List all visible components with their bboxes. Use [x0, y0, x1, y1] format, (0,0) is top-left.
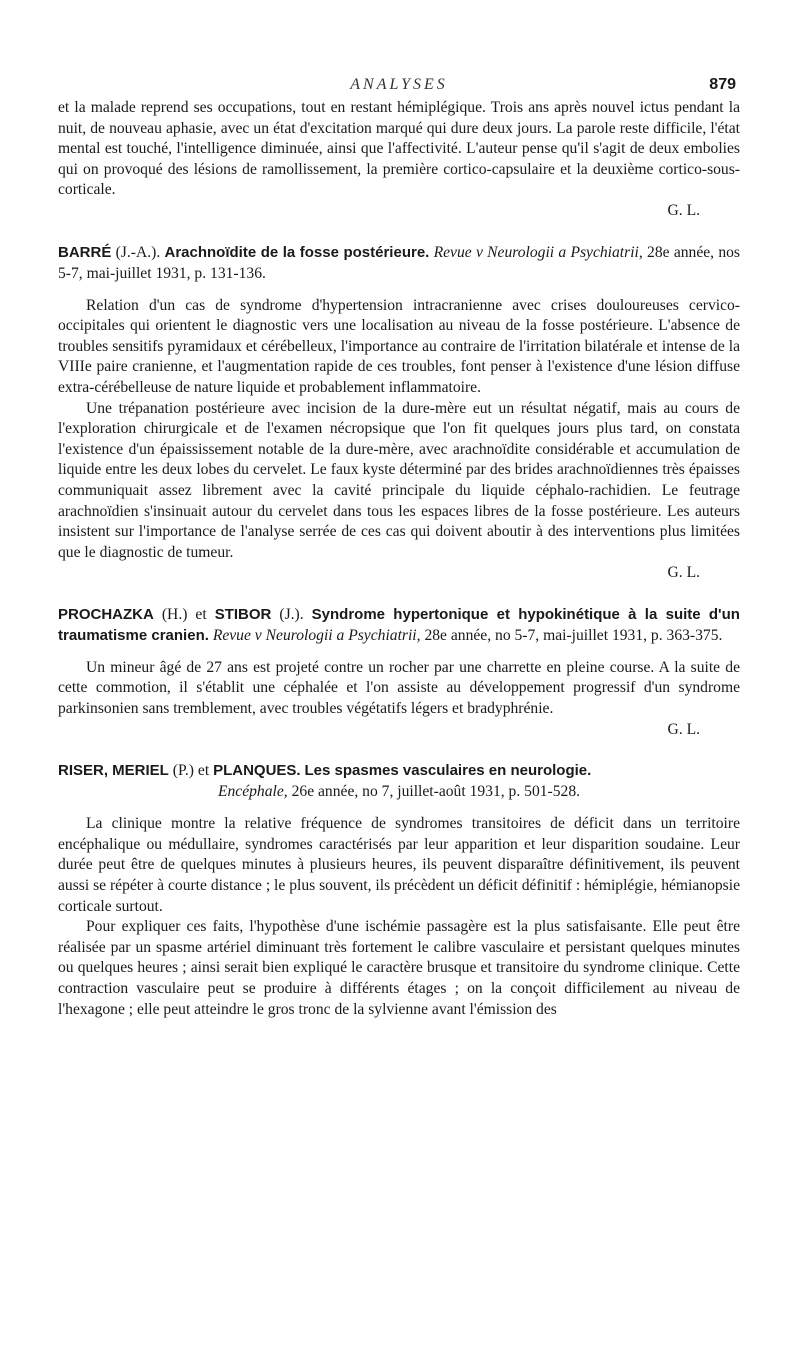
citation-reference: 28e année, nos 5-7, mai-juillet 1931, p. 131-136.: [58, 243, 740, 282]
journal-name: Encéphale,: [217, 783, 288, 801]
article-title: Syndrome hypertonique et hypokinétique à la suite d'un traumatisme cranien.: [58, 605, 740, 644]
journal-name: Revue v Neurologii a Psychiatrii,: [212, 626, 421, 644]
running-title: ANALYSES: [350, 76, 448, 93]
author-name: PLANQUES.: [213, 762, 301, 780]
page-header: [58, 72, 740, 98]
author-name: PROCHAZKA: [58, 605, 154, 623]
article-title: Arachnoïdite de la fosse postérieure.: [164, 243, 430, 261]
review-entry-prochazka: [58, 604, 740, 740]
review-entry-barre: [58, 242, 740, 584]
review-entry-riser: [58, 760, 740, 1020]
signature: G. L.: [667, 564, 700, 582]
citation-line: [58, 781, 740, 802]
review-paragraph: La clinique montre la relative fréquence de syndromes transitoires de déficit dans un territoire encéphalique ou médullaire, syndromes caractérisés par leur apparition et leur disparition soudaine. Leur durée peut être de quelques minutes à plusieurs heures, ils peuvent disparaître définitivement, ils peuvent aussi se répéter à courte distance ; le plus souvent, ils précèdent un déficit définitif : hémiplégie, hémianopsie corticale surtout.: [58, 815, 741, 915]
author-initials: (J.-A.).: [115, 243, 161, 261]
intro-paragraph: et la malade reprend ses occupations, tout en restant hémiplégique. Trois ans après nouvel ictus pendant la nuit, de nouveau aphasie, avec un état d'excitation marqué qui dure deux jours. La parole reste difficile, l'état mental est touché, l'intelligence diminuée, ainsi que l'affectivité. L'auteur pense qu'il s'agit de deux embolies qui on provoqué des lésions de ramollissement, la première cortico-capsulaire et la deuxième cortico-sous-corticale.: [58, 99, 740, 199]
review-paragraph: Un mineur âgé de 27 ans est projeté contre un rocher par une charrette en pleine course. A la suite de cette commotion, il s'établit une céphalée et l'on assiste au développement progressif d'un syndrome parkinsonien sans tremblement, avec troubles végétatifs légers et bradyphrénie.: [58, 658, 740, 718]
author-connector: et: [195, 605, 207, 623]
page-number: 879: [709, 76, 736, 93]
review-paragraph: Relation d'un cas de syndrome d'hypertension intracranienne avec crises douloureuses cervico-occipitales qui orientent le diagnostic vers une localisation au niveau de la fosse postérieure. L'absence de troubles sensitifs pyramidaux et cérébelleux, l'importance au contraire de l'irritation bilatérale et intense de la VIIIe paire cranienne, et l'augmentation rapide de ces troubles, font penser à l'existence d'une lésion diffuse extra-cérébelleuse de nature liquide et probablement inflammatoire.: [58, 296, 740, 396]
entry-heading: [58, 760, 740, 802]
author-name: STIBOR: [214, 605, 272, 623]
entry-heading: [58, 242, 740, 284]
signature: G. L.: [667, 201, 700, 219]
author-initials: (J.).: [279, 605, 304, 623]
intro-section: [58, 98, 740, 222]
author-name: RISER, MERIEL: [58, 762, 169, 780]
author-initials: (H.): [161, 605, 188, 623]
review-paragraph: Pour expliquer ces faits, l'hypothèse d'une ischémie passagère est la plus satisfaisante. Elle peut être réalisée par un spasme artériel diminuant très fortement le calibre vasculaire et persistant quelques minutes ou quelques heures ; ainsi serait bien expliqué le caractère brusque et transitoire du syndrome clinique. Cette contraction vasculaire peut se produire à différents étages ; on la conçoit difficilement au niveau de l'hexagone ; elle peut atteindre le gros tronc de la sylvienne avant l'émission des: [58, 918, 740, 1018]
review-paragraph: Une trépanation postérieure avec incision de la dure-mère eut un résultat négatif, mais au cours de l'exploration chirurgicale et de l'examen nécropsique que l'on fit quelques jours plus tard, on constata l'existence d'un épaississement notable de la dure-mère, avec arachnoïdite considérable et accumulation de liquide entre les deux lobes du cervelet. Le faux kyste déterminé par des brides arachnoïdiennes très épaisses communiquait assez librement avec la cavité principale du liquide céphalo-rachidien. Le feutrage arachnoïdien s'insinuait autour du cervelet dans tous les espaces libres de la fosse postérieure. Les auteurs insistent sur l'importance de l'analyse serrée de ces cas qui doivent aboutir à des interventions plus limitées que le diagnostic de tumeur.: [58, 399, 740, 561]
entry-heading: [58, 604, 740, 646]
author-initials: (P.): [172, 762, 194, 780]
author-name: BARRÉ: [58, 243, 112, 261]
author-connector: et: [197, 762, 210, 780]
citation-reference: 28e année, no 5-7, mai-juillet 1931, p. 363-375.: [424, 626, 723, 644]
article-title: Les spasmes vasculaires en neurologie.: [304, 762, 592, 780]
journal-page: [58, 72, 740, 1020]
signature: G. L.: [667, 720, 700, 738]
journal-name: Revue v Neurologii a Psychiatrii,: [433, 243, 643, 261]
citation-reference: 26e année, no 7, juillet-août 1931, p. 501-528.: [291, 783, 581, 801]
